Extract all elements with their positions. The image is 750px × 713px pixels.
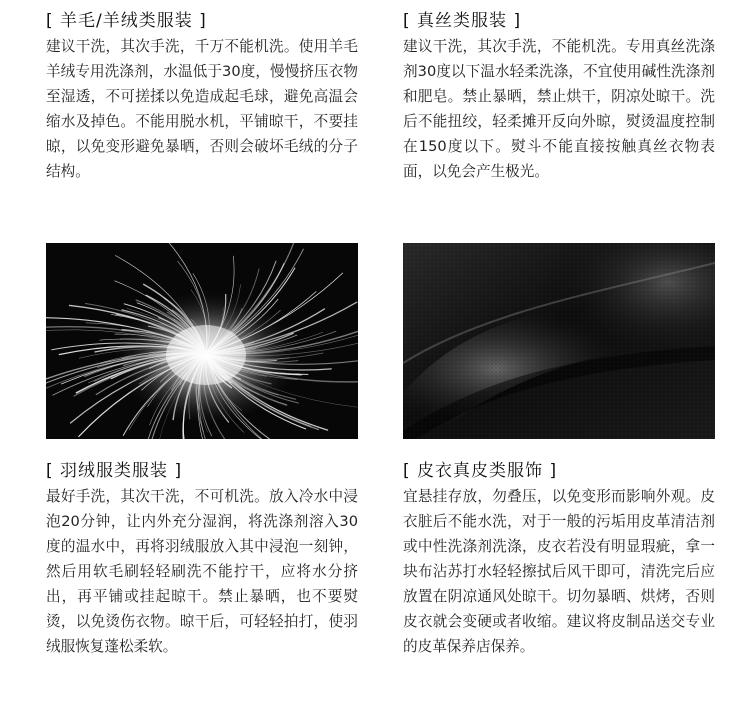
leather-illustration bbox=[403, 243, 715, 439]
down-feather-illustration bbox=[46, 243, 358, 439]
section-body-silk: 建议干洗，其次手洗，不能机洗。专用真丝洗涤剂30度以下温水轻柔洗涤，不宜使用碱性洗涤剂和肥皂。禁止暴晒，禁止烘干，阴凉处晾干。洗后不能扭绞，轻柔摊开反向外晾，熨烫温度控制在150度以下。熨斗不能直接按触真丝衣物表面，以免会产生极光。 bbox=[403, 38, 715, 180]
section-title-silk: [ 真丝类服装 ] bbox=[403, 11, 522, 31]
section-body-down: 最好手洗，其次干洗，不可机洗。放入冷水中浸泡20分钟，让内外充分湿润，将洗涤剂溶入30度的温水中，再将羽绒服放入其中浸泡一刻钟，然后用软毛刷轻轻刷洗不能拧干，应将水分挤出，再平铺或挂起晾干。禁止暴晒，也不要熨烫，以免烫伤衣物。晾干后，可轻轻拍打，使羽绒服恢复蓬松柔软。 bbox=[46, 488, 358, 655]
section-title-down: [ 羽绒服类服装 ] bbox=[46, 461, 183, 481]
section-body-leather: 宜悬挂存放，勿叠压，以免变形而影响外观。皮衣脏后不能水洗，对于一般的污垢用皮革清洁剂或中性洗涤剂洗涤，皮衣若没有明显瑕疵，拿一块布沾苏打水轻轻擦拭后风干即可，清洗完后应放置在阴凉通风处晾干。切勿暴晒、烘烤，否则皮衣就会变硬或者收缩。建议将皮制品送交专业的皮革保养店保养。 bbox=[403, 488, 715, 655]
down-feather-image bbox=[46, 243, 358, 439]
section-leather bbox=[403, 460, 715, 659]
section-body-wool: 建议干洗，其次手洗，千万不能机洗。使用羊毛羊绒专用洗涤剂，水温低于30度，慢慢挤压衣物至湿透，不可搓揉以免造成起毛球，避免高温会缩水及掉色。不能用脱水机，平铺晾干，不要挂晾，以免变形避免暴晒，否则会破坏毛绒的分子结构。 bbox=[46, 38, 358, 180]
section-title-leather: [ 皮衣真皮类服饰 ] bbox=[403, 461, 558, 481]
section-silk bbox=[403, 10, 715, 184]
leather-image bbox=[403, 243, 715, 439]
section-down bbox=[46, 460, 358, 659]
section-title-wool: [ 羊毛/羊绒类服装 ] bbox=[46, 11, 207, 31]
section-wool bbox=[46, 10, 358, 184]
